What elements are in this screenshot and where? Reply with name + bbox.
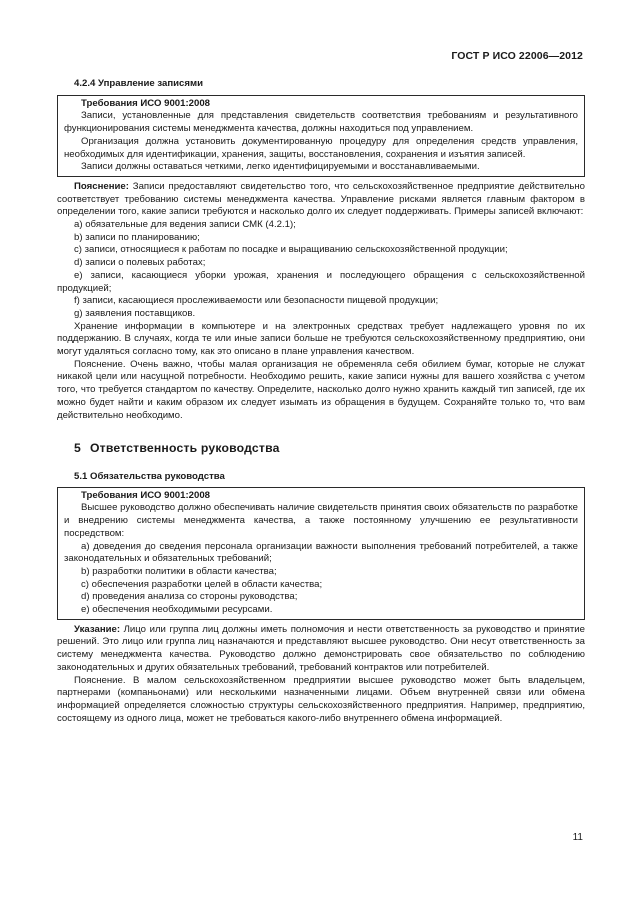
box-list-item: a) доведения до сведения персонала организации важности выполнения требований потребителей, а также законодательных и обязательных требований;: [64, 540, 578, 565]
section-title: Ответственность руководства: [90, 441, 280, 456]
records-list-item: d) записи о полевых работах;: [74, 257, 206, 269]
box-list-item: b) разработки политики в области качества;: [81, 565, 277, 577]
indication-text: Лицо или группа лиц должны иметь полномочия и нести ответственность за руководство и принятие решений. Это лицо или группа лиц назначаются и представляют высшее руководство. Они несут ответственность за систему менеджмента качества. Руководство должно демонстрировать свое обязательство по соблюдению законодательных и других обязательных требований, требований контрактов или потребителей.: [57, 623, 585, 673]
heading-5-1: 5.1 Обязательства руководства: [74, 470, 225, 482]
box-paragraph: Высшее руководство должно обеспечивать наличие свидетельств принятия своих обязательств по разработке и внедрению системы менеджмента качества, а также постоянному улучшению ее результативности посредством:: [64, 502, 578, 539]
box-paragraph: Записи, установленные для представления свидетельств соответствия требованиям и результативного функционирования системы менеджмента качества, должны находиться под управлением.: [64, 110, 578, 135]
box-paragraph: Записи должны оставаться четкими, легко идентифицируемыми и восстанавливаемыми.: [81, 161, 480, 173]
box-title: Требования ИСО 9001:2008: [81, 489, 211, 501]
explanation-lead: Пояснение:: [74, 180, 129, 192]
box-list-item: e) обеспечения необходимыми ресурсами.: [81, 604, 273, 616]
indication-lead: Указание:: [74, 623, 121, 635]
requirements-box-commitment: [57, 487, 585, 620]
page-number: 11: [572, 832, 583, 843]
box-list-item: c) обеспечения разработки целей в области качества;: [81, 578, 323, 590]
records-list-item: f) записи, касающиеся прослеживаемости или безопасности пищевой продукции;: [74, 295, 439, 307]
records-list-item: g) заявления поставщиков.: [74, 307, 196, 319]
explanation-text: Записи предоставляют свидетельство того, что сельскохозяйственное предприятие действительно соответствует требованию системы менеджмента качества. Управление рисками является главным фактором в определении того, какие записи требуются и насколько долго их следует поддерживать. Примеры записей включают:: [57, 180, 585, 218]
explanation-paragraph: [57, 181, 585, 219]
box-paragraph: Организация должна установить документированную процедуру для определения средств управления, необходимых для идентификации, хранения, защиты, восстановления, сохранения и изъятия записей.: [64, 135, 578, 160]
standard-header: ГОСТ Р ИСО 22006—2012: [451, 50, 583, 62]
heading-4-2-4: 4.2.4 Управление записями: [74, 78, 203, 89]
indication-paragraph: [57, 624, 585, 675]
note-paragraph: Пояснение. Очень важно, чтобы малая организация не обременяла себя обилием бумаг, которые не служат никакой цели или насущной потребности. Необходимо решить, какие записи нужны для вашего хозяйства с учетом того, что требуется стандартом по качеству. Определите, насколько долго нужно хранить каждый тип записей, где их можно будет найти и каким образом их следует изымать из обращения в будущем. Сохраняйте только то, что вам действительно необходимо.: [57, 358, 585, 421]
page-content: [57, 78, 585, 725]
box-title: Требования ИСО 9001:2008: [81, 97, 211, 109]
records-list-item: c) записи, относящиеся к работам по посадке и выращиванию сельскохозяйственной продукции;: [74, 244, 508, 256]
box-list-item: d) проведения анализа со стороны руководства;: [81, 591, 298, 603]
section-number: 5: [74, 441, 81, 456]
note-paragraph: Пояснение. В малом сельскохозяйственном предприятии высшее руководство может быть владельцем, партнерами (компаньонами) или несколькими назначенными лицами. Объем внутренней связи или обмена информацией определяется сложностью структуры сельскохозяйственного предприятия. Например, предприятию, состоящему из одного лица, может не требоваться какого-либо внутреннего обмена информацией.: [57, 674, 585, 724]
records-list-item: b) записи по планированию;: [74, 231, 200, 243]
records-list-item: e) записи, касающиеся уборки урожая, хранения и последующего обращения с сельскохозяйственной продукцией;: [57, 269, 585, 294]
requirements-box-records: [57, 95, 585, 177]
section-5-heading: [74, 442, 585, 455]
records-list-item: a) обязательные для ведения записи СМК (4.2.1);: [74, 219, 296, 231]
storage-paragraph: Хранение информации в компьютере и на электронных средствах требует надлежащего уровня по их поддержанию. В случаях, когда те или иные записи больше не требуются сельскохозяйственному предприятию, они могут удаляться согласно тому, как это описано в плане управления качеством.: [57, 320, 585, 358]
